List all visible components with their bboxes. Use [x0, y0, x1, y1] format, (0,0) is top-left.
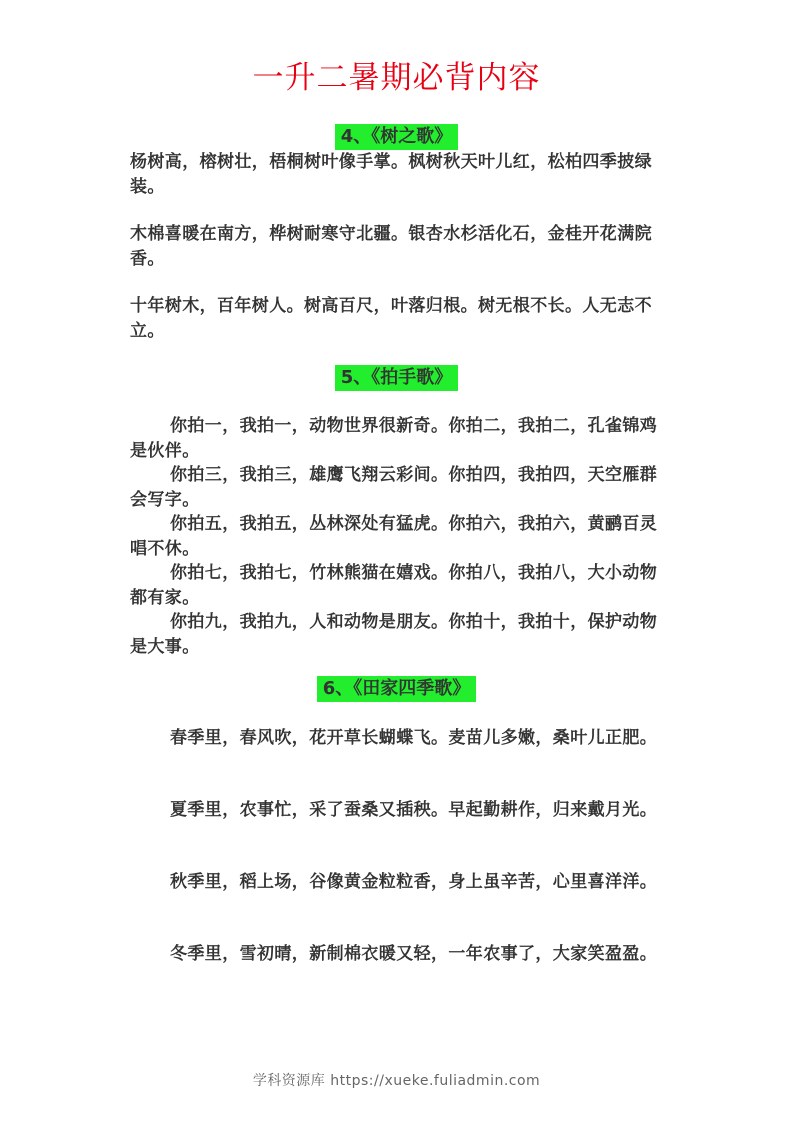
- paragraph: 你拍一，我拍一，动物世界很新奇。你拍二，我拍二，孔雀锦鸡是伙伴。: [130, 416, 658, 461]
- paragraph: 十年树木，百年树人。树高百尺，叶落归根。树无根不长。人无志不立。: [130, 296, 652, 341]
- page-title: 一升二暑期必背内容: [252, 60, 541, 96]
- paragraph: 你拍七，我拍七，竹林熊猫在嬉戏。你拍八，我拍八，大小动物都有家。: [130, 563, 658, 608]
- paragraph: 冬季里，雪初晴，新制棉衣暖又轻，一年农事了，大家笑盈盈。: [170, 944, 658, 964]
- paragraph: 夏季里，农事忙，采了蚕桑又插秧。早起勤耕作，归来戴月光。: [170, 800, 658, 820]
- paragraph: 木棉喜暖在南方，桦树耐寒守北疆。银杏水杉活化石，金桂开花满院香。: [130, 224, 652, 269]
- section-heading-pai-shou-ge: [0, 365, 793, 391]
- paragraph: 春季里，春风吹，花开草长蝴蝶飞。麦苗儿多嫩，桑叶儿正肥。: [170, 728, 658, 748]
- paragraph: 你拍五，我拍五，丛林深处有猛虎。你拍六，我拍六，黄鹂百灵唱不休。: [130, 514, 658, 559]
- footer-source: 学科资源库 https://xueke.fuliadmin.com: [252, 1073, 541, 1089]
- paragraph: 杨树高，榕树壮，梧桐树叶像手掌。枫树秋天叶儿红，松柏四季披绿装。: [130, 152, 652, 197]
- paragraph: 你拍三，我拍三，雄鹰飞翔云彩间。你拍四，我拍四，天空雁群会写字。: [130, 465, 658, 510]
- paragraph: 你拍九，我拍九，人和动物是朋友。你拍十，我拍十，保护动物是大事。: [130, 612, 658, 657]
- section-heading-label: 5、《拍手歌》: [335, 365, 459, 391]
- section-heading-shu-zhi-ge: [0, 124, 793, 150]
- section-heading-tian-jia-si-ji-ge: [0, 676, 793, 702]
- section-heading-label: 6、《田家四季歌》: [317, 676, 477, 702]
- paragraph: 秋季里，稻上场，谷像黄金粒粒香，身上虽辛苦，心里喜洋洋。: [170, 872, 658, 892]
- section-heading-label: 4、《树之歌》: [335, 124, 459, 150]
